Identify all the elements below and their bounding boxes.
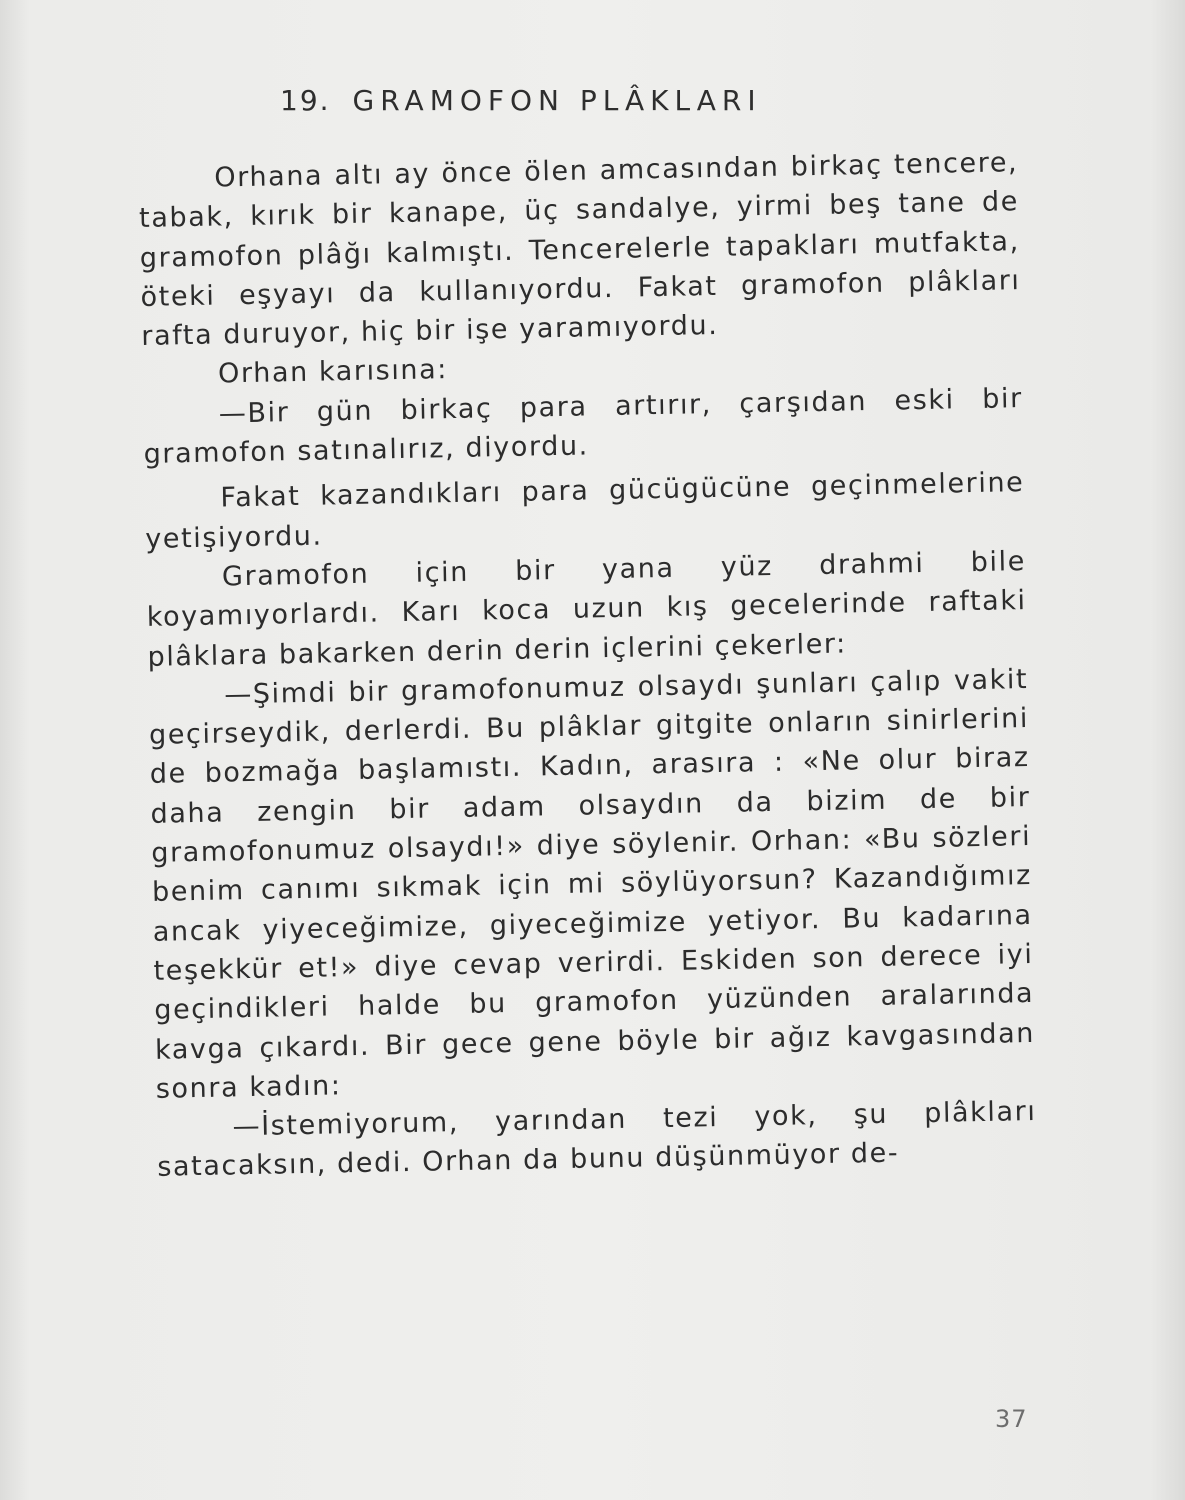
paragraph-4: Fakat kazandıkları para gücügücüne geçinmelerine yetişiyordu. xyxy=(144,467,1025,555)
paragraph-1: Orhana altı ay önce ölen amcasından birkaç tencere, tabak, kırık bir kanape, üç sandalye, yirmi beş tane de gramofon plâğı kalmıştı. Tencerelerle tapakları mutfakta, öteki eşyayı da kullanıyordu. Fakat gramofon plâkları rafta duruyor, hiç bir işe yaramıyordu. xyxy=(138,147,1021,353)
chapter-heading xyxy=(280,84,762,117)
paragraph-3: —Bir gün birkaç para artırır, çarşıdan eski bir gramofon satınalırız, diyordu. xyxy=(143,382,1024,471)
paragraph-5: Gramofon için bir yana yüz drahmi bile koyamıyorlardı. Karı koca uzun kış gecelerinde raftaki plâklara bakarken derin derin içlerini çekerler: xyxy=(146,546,1027,673)
paragraph-2: Orhan karısına: xyxy=(217,354,449,390)
page-number: 37 xyxy=(995,1405,1028,1433)
paragraph-6: —Şimdi bir gramofonumuz olsaydı şunları çalıp vakit geçirseydik, derlerdi. Bu plâklar gitgite onların sinirlerini de bozmağa başlamıstı. Kadın, arasıra : «Ne olur biraz daha zengin bir adam olsaydın da bizim de bir gramofonumuz olsaydı!» diye söylenir. Orhan: «Bu sözleri benim canımı sıkmak için mi söylüyorsun? Kazandığımız ancak yiyeceğimize, giyeceğimize yetiyor. Bu kadarına teşekkür et!» diye cevap verirdi. Eskiden son derece iyi geçindikleri halde bu gramofon yüzünden aralarında kavga çıkardı. Bir gece gene böyle bir ağız kavgasından sonra kadın: xyxy=(148,663,1036,1105)
body-text xyxy=(138,143,1038,1187)
chapter-number: 19. xyxy=(280,84,331,117)
paragraph-7: —İstemiyorum, yarından tezi yok, şu plâkları satacaksın, dedi. Orhan da bunu düşünmüyor de- xyxy=(157,1096,1037,1184)
chapter-title: GRAMOFON PLÂKLARI xyxy=(352,84,762,117)
